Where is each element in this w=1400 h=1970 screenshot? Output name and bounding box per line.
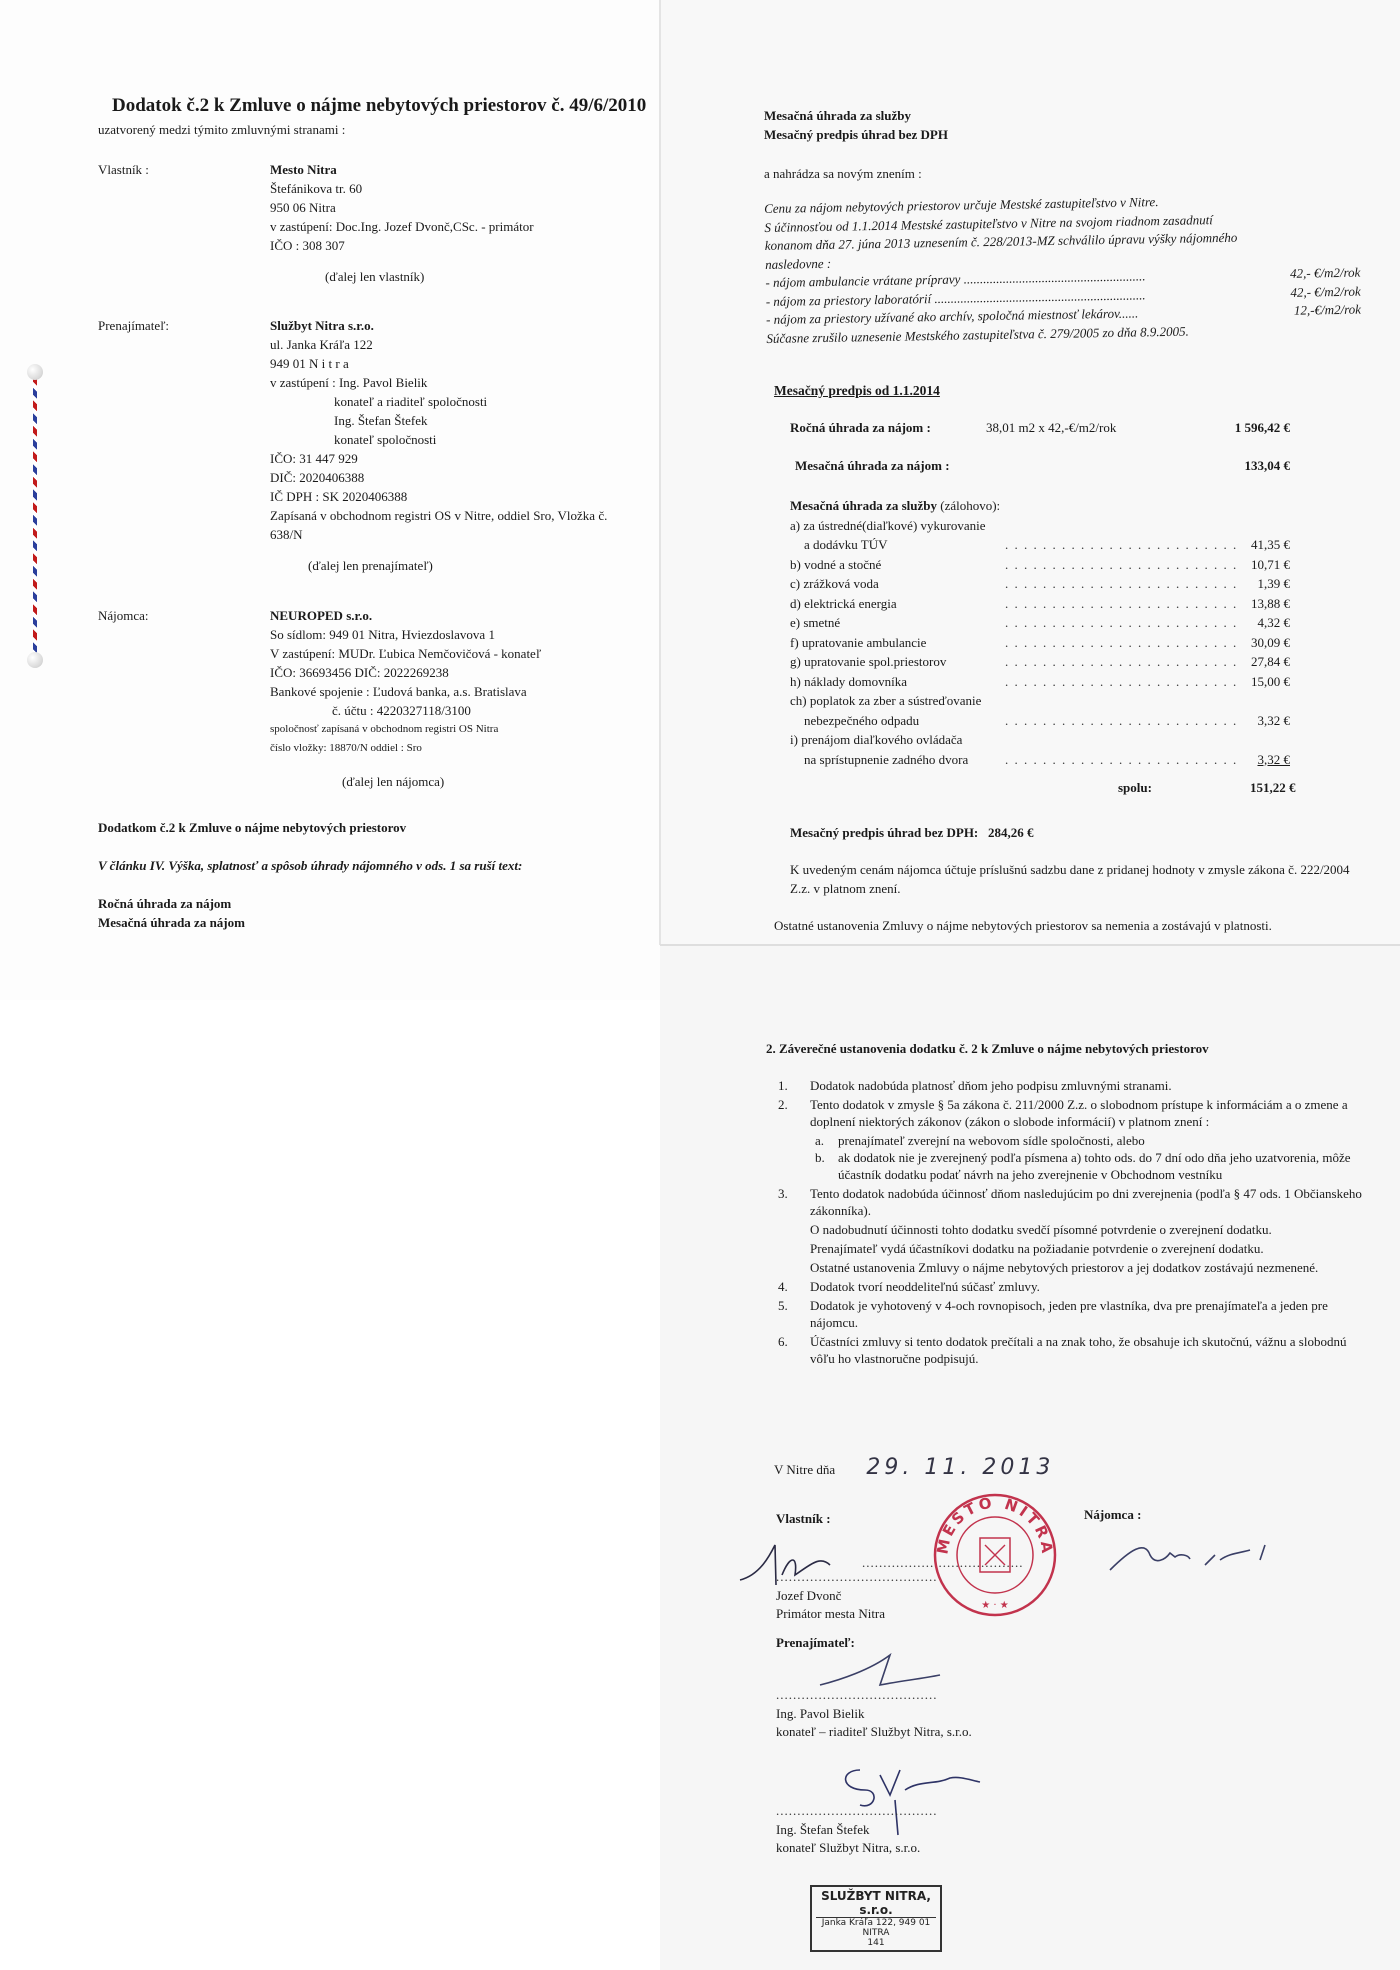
rate-value: 42,- €/m2/rok: [1290, 283, 1361, 300]
owner-role: Vlastník :: [98, 162, 149, 177]
page-seam: [660, 944, 1400, 946]
tenant-line: So sídlom: 949 01 Nitra, Hviezdoslavova 1: [270, 627, 495, 642]
monthly-label: Mesačná úhrada za nájom :: [795, 458, 950, 473]
lessor-line: 949 01 N i t r a: [270, 356, 349, 371]
rate-value: 12,-€/m2/rok: [1293, 301, 1362, 318]
amendment-line: Dodatkom č.2 k Zmluve o nájme nebytových priestorov: [98, 820, 407, 835]
tenant-line: IČO: 36693456 DIČ: 2022269238: [270, 665, 449, 680]
lessor-line: konateľ a riaditeľ spoločnosti: [334, 394, 488, 409]
provision-item: 5. Dodatok je vyhotovený v 4-och rovnopisoch, jeden pre vlastníka, dva pre prenajímateľa a jeden pre nájomcu.: [778, 1298, 1328, 1330]
lessor-signatory-title: konateľ Službyt Nitra, s.r.o.: [776, 1840, 921, 1855]
final-provisions-heading: 2. Záverečné ustanovenia dodatku č. 2 k Zmluve o nájme nebytových priestorov: [766, 1041, 1209, 1056]
other-provisions: Ostatné ustanovenia Zmluvy o nájme nebytových priestorov sa nemenia a zostávajú v platnosti.: [774, 918, 1272, 933]
tenant-signature-line: ......................................: [862, 1555, 1024, 1570]
string-bead: [27, 652, 43, 668]
company-stamp-address: Janka Kráľa 122, 949 01 NITRA: [821, 1918, 931, 1938]
page-2: [660, 0, 1400, 945]
rate-label: - nájom za priestory užívané ako archív, spoločná miestnosť lekárov......: [765, 305, 1139, 327]
lessor-line: konateľ spoločnosti: [334, 432, 437, 447]
lessor-alias: (ďalej len prenajímateľ): [308, 558, 433, 573]
company-stamp-number: 141: [867, 1938, 885, 1948]
annual-value: 1 596,42 €: [1234, 420, 1290, 435]
service-item: f) upratovanie ambulancie . . . . . . . . . . . . . . . . . . . . . . . . . 30,09 €: [790, 634, 1290, 650]
company-stamp: [810, 1885, 942, 1952]
service-item: ch) poplatok za zber a sústreďovanie: [790, 693, 982, 708]
service-item: b) vodné a stočné . . . . . . . . . . . . . . . . . . . . . . . . . 10,71 €: [790, 556, 1290, 572]
tenant-line: V zastúpení: MUDr. Ľubica Nemčovičová - konateľ: [270, 646, 542, 661]
owner-line: 950 06 Nitra: [270, 200, 336, 215]
page-seam: [659, 0, 661, 945]
lessor-signatory-1: [776, 1705, 972, 1741]
total-label: spolu:: [1118, 780, 1152, 795]
service-item: a dodávku TÚV . . . . . . . . . . . . . . . . . . . . . . . . . 41,35 €: [804, 537, 1290, 552]
service-item: e) smetné . . . . . . . . . . . . . . . . . . . . . . . . . 4,32 €: [790, 615, 1290, 630]
lessor-signature-label: Prenajímateľ:: [776, 1635, 855, 1650]
article-line: V článku IV. Výška, splatnosť a spôsob úhrady nájomného v ods. 1 sa ruší text:: [98, 858, 523, 873]
tenant-line: Bankové spojenie : Ľudová banka, a.s. Bratislava: [270, 684, 527, 699]
price-line: konanom dňa 27. júna 2013 uznesením č. 228/2013-MZ schválilo úpravu výšky nájomného: [764, 229, 1238, 253]
monthly-value: 133,04 €: [1244, 458, 1290, 473]
owner-signature: [720, 1535, 860, 1595]
lessor-signatory-name: Ing. Pavol Bielik: [776, 1706, 865, 1721]
lessor-line: DIČ: 2020406388: [270, 470, 365, 485]
svg-text:★ · ★: ★ · ★: [981, 1600, 1009, 1611]
city-seal: [930, 1490, 1060, 1620]
provision-subitem: b. ak dodatok nie je zverejnený podľa písmena a) tohto ods. do 7 dní odo dňa jeho uzatvorenia, môže účastník dodatku podať návrh na jeho zverejnenie v Obchodnom vestníku: [815, 1150, 1351, 1182]
tenant-line: spoločnosť zapísaná v obchodnom registri OS Nitra: [270, 723, 499, 735]
total-value: 151,22 €: [1250, 780, 1296, 795]
annual-calc: 38,01 m2 x 42,-€/m2/rok: [986, 420, 1117, 435]
annual-fee-line: Ročná úhrada za nájom: [98, 896, 232, 911]
service-item: nebezpečného odpadu . . . . . . . . . . . . . . . . . . . . . . . . . 3,32 €: [804, 712, 1290, 728]
seal-text: MESTO NITRA: [933, 1493, 1057, 1557]
provision-subitem: a. prenajímateľ zverejní na webovom sídle spoločnosti, alebo: [815, 1133, 1145, 1148]
rate-value: 42,- €/m2/rok: [1289, 264, 1361, 281]
service-item: h) náklady domovníka . . . . . . . . . . . . . . . . . . . . . . . . . 15,00 €: [790, 673, 1290, 689]
tenant-alias: (ďalej len nájomca): [342, 774, 445, 789]
predpis-label: Mesačný predpis úhrad bez DPH:: [790, 825, 979, 840]
place-label: V Nitre dňa: [774, 1462, 836, 1477]
svg-text:MESTO NITRA: [933, 1494, 1056, 1557]
tenant-account: č. účtu : 4220327118/3100: [332, 703, 471, 718]
owner-line: IČO : 308 307: [270, 238, 345, 253]
owner-signatory-title: Primátor mesta Nitra: [776, 1606, 886, 1621]
final-provisions-list: [770, 1077, 1370, 1369]
tenant-block: [98, 606, 638, 796]
monthly-fee-line: Mesačná úhrada za nájom: [98, 915, 245, 930]
lessor-signatory-title: konateľ – riaditeľ Službyt Nitra, s.r.o.: [776, 1724, 972, 1739]
binding-string: [33, 372, 37, 662]
owner-line: Štefánikova tr. 60: [270, 181, 363, 196]
lessor-line: IČO: 31 447 929: [270, 451, 358, 466]
price-line: Cenu za nájom nebytových priestorov určuje Mestské zastupiteľstvo v Nitre.: [764, 194, 1159, 216]
lessor-line: IČ DPH : SK 2020406388: [270, 489, 408, 504]
rate-label: - nájom ambulancie vrátane prípravy ........................................................: [765, 268, 1146, 290]
document-title: Dodatok č.2 k Zmluve o nájme nebytových priestorov č. 49/6/2010: [112, 95, 647, 116]
blank-page: [0, 1000, 660, 1970]
lessor-name: Službyt Nitra s.r.o.: [270, 318, 374, 333]
replace-note: a nahrádza sa novým znením :: [764, 166, 922, 181]
lessor-signature-line: ......................................: [776, 1803, 938, 1818]
services-list: [790, 496, 1290, 769]
owner-signature-line: ......................................: [776, 1569, 938, 1584]
document-subtitle: uzatvorený medzi týmito zmluvnými stranami :: [98, 122, 346, 137]
service-item: d) elektrická energia . . . . . . . . . . . . . . . . . . . . . . . . . 13,88 €: [790, 595, 1290, 611]
tenant-name: NEUROPED s.r.o.: [270, 608, 373, 623]
owner-signatory-name: Jozef Dvonč: [776, 1588, 842, 1603]
monthly-predpis-total: [790, 825, 1034, 841]
lessor-signature-line: ......................................: [776, 1687, 938, 1702]
provision-item: 1. Dodatok nadobúda platnosť dňom jeho podpisu zmluvnými stranami.: [778, 1078, 1172, 1093]
services-heading: Mesačná úhrada za služby: [764, 108, 911, 123]
monthly-predpis-title: Mesačný predpis od 1.1.2014: [774, 383, 940, 398]
service-item: i) prenájom diaľkového ovládača: [790, 732, 963, 747]
lessor-signatory-name: Ing. Štefan Štefek: [776, 1822, 870, 1837]
provision-continuation: O nadobudnutí účinnosti tohto dodatku svedčí písomné potvrdenie o zverejnení dodatku.: [810, 1222, 1272, 1237]
lessor-line: v zastúpení : Ing. Pavol Bielik: [270, 375, 428, 390]
annual-row: [790, 420, 1290, 436]
owner-signature-label: Vlastník :: [776, 1511, 831, 1526]
vat-paragraph: K uvedeným cenám nájomca účtuje príslušnú sadzbu dane z pridanej hodnoty v zmysle zákona č. 222/2004 Z.z. v platnom znení.: [790, 862, 1350, 896]
services-total: [1118, 780, 1296, 796]
service-item: c) zrážková voda . . . . . . . . . . . . . . . . . . . . . . . . . 1,39 €: [790, 576, 1290, 591]
price-decision-block: [764, 190, 1361, 348]
rate-label: - nájom za priestory laboratórií .................................................................: [765, 286, 1146, 309]
price-line: nasledovne :: [764, 255, 832, 272]
tenant-signature: [1070, 1525, 1290, 1585]
lessor-block: [98, 316, 638, 596]
provision-item: 3. Tento dodatok nadobúda účinnosť dňom nasledujúcim po dni zverejnenia (podľa § 47 ods. 1 Občianskeho zákonníka).: [778, 1186, 1362, 1218]
predpis-value: 284,26 €: [988, 825, 1034, 840]
owner-signatory: [776, 1587, 885, 1623]
services-list-heading: Mesačná úhrada za služby: [790, 498, 937, 513]
tenant-signature-label: Nájomca :: [1084, 1507, 1142, 1522]
owner-line: v zastúpení: Doc.Ing. Jozef Dvonč,CSc. - primátor: [270, 219, 534, 234]
owner-name: Mesto Nitra: [270, 162, 337, 177]
page-3: [660, 945, 1400, 1970]
service-item: g) upratovanie spol.priestorov . . . . . . . . . . . . . . . . . . . . . . . . . 27,84 €: [790, 654, 1290, 669]
price-line: Súčasne zrušilo uznesenie Mestského zastupiteľstva č. 279/2005 zo dňa 8.9.2005.: [766, 323, 1189, 346]
provision-item: 4. Dodatok tvorí neoddeliteľnú súčasť zmluvy.: [778, 1279, 1040, 1294]
service-item: a) za ústredné(diaľkové) vykurovanie: [790, 517, 986, 533]
tenant-line: číslo vložky: 18870/N oddiel : Sro: [270, 742, 422, 754]
owner-block: [98, 160, 638, 300]
predpis-heading: Mesačný predpis úhrad bez DPH: [764, 127, 948, 142]
monthly-row: [795, 458, 1290, 474]
company-stamp-name: SLUŽBYT NITRA, s.r.o.: [816, 1889, 936, 1918]
annual-label: Ročná úhrada za nájom :: [790, 420, 931, 435]
lessor-line: Ing. Štefan Štefek: [334, 413, 428, 428]
services-list-note: (zálohovo):: [936, 498, 1001, 513]
tenant-role: Nájomca:: [98, 608, 149, 623]
page-1: [0, 0, 660, 1000]
provision-continuation: Ostatné ustanovenia Zmluvy o nájme nebytových priestorov a jej dodatkov zostávajú nezmenené.: [810, 1260, 1319, 1275]
place-and-date: [774, 1455, 1054, 1480]
lessor-role: Prenajímateľ:: [98, 318, 169, 333]
owner-alias: (ďalej len vlastník): [325, 269, 425, 284]
price-line: S účinnosťou od 1.1.2014 Mestské zastupiteľstvo v Nitre na svojom riadnom zasadnutí: [764, 211, 1213, 235]
service-item: na sprístupnenie zadného dvora . . . . . . . . . . . . . . . . . . . . . . . . . 3,32 €: [804, 751, 1290, 767]
provision-item: 2. Tento dodatok v zmysle § 5a zákona č. 211/2000 Z.z. o slobodnom prístupe k informáciám a o zmene a doplnení niektorých zákonov (zákon o slobode informácií) v platnom znení :: [778, 1097, 1348, 1129]
lessor-line: ul. Janka Kráľa 122: [270, 337, 373, 352]
lessor-line: Zapísaná v obchodnom registri OS v Nitre, oddiel Sro, Vložka č. 638/N: [270, 508, 608, 542]
provision-continuation: Prenajímateľ vydá účastníkovi dodatku na požiadanie potvrdenie o zverejnení dodatku.: [810, 1241, 1264, 1256]
string-bead: [27, 364, 43, 380]
provision-item: 6. Účastníci zmluvy si tento dodatok prečítali a na znak toho, že obsahuje ich skutočnú, vážnu a slobodnú vôľu ho vlastnoručne podpisujú.: [778, 1334, 1347, 1366]
handwritten-date: 29. 11. 2013: [866, 1455, 1055, 1480]
lessor-signatory-2: [776, 1821, 920, 1857]
